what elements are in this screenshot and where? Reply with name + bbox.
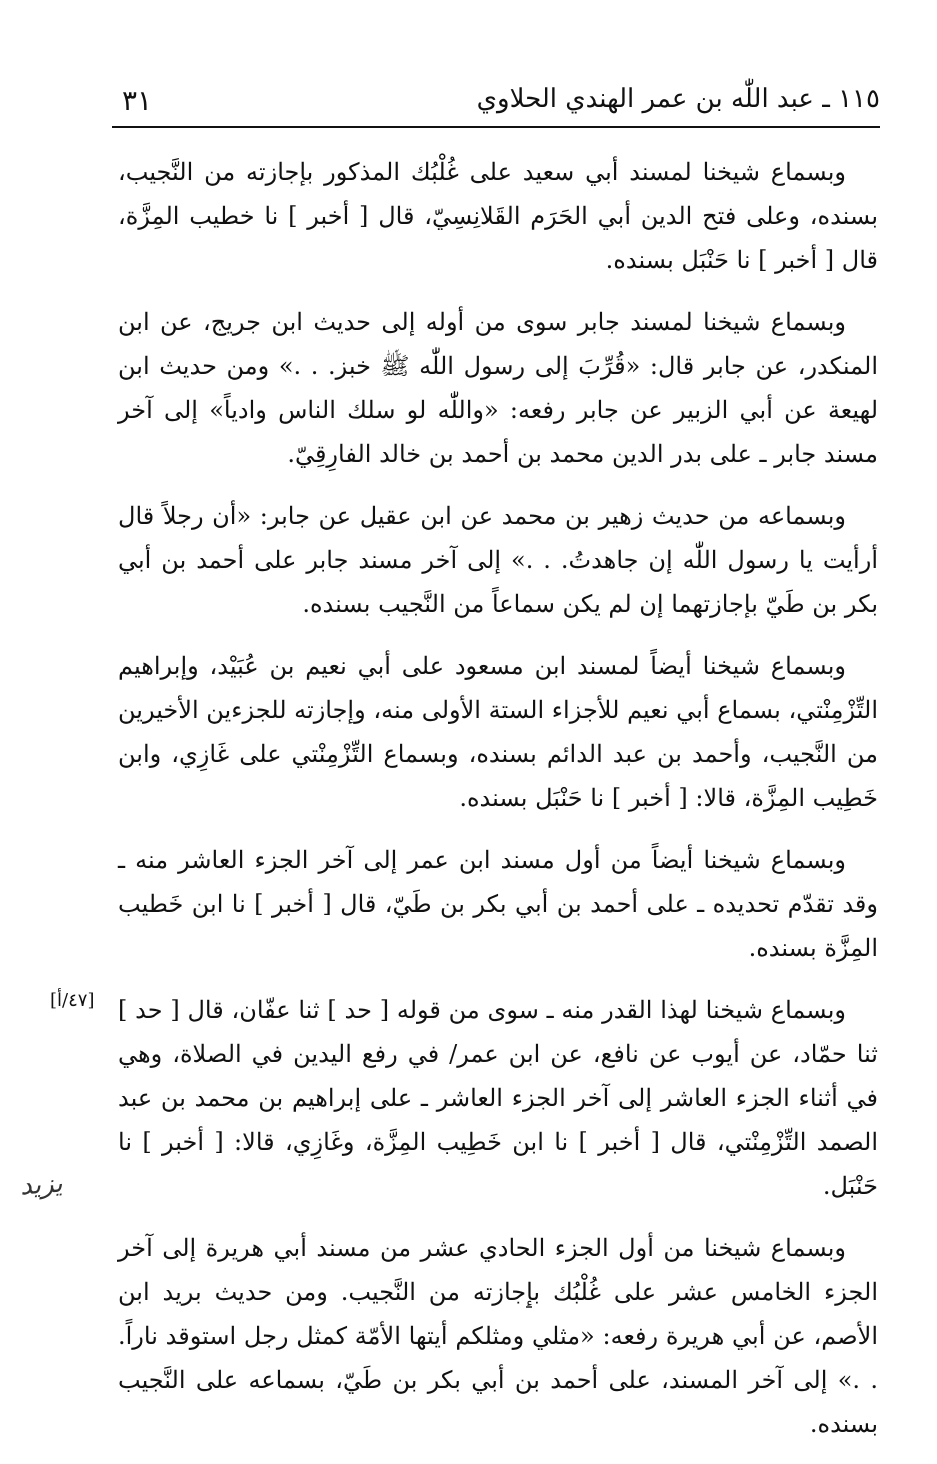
paragraph-2: وبسماع شيخنا لمسند جابر سوى من أوله إلى حديث ابن جريج، عن ابن المنكدر، عن جابر قال: «قُرِّبَ إلى رسول اللّٰه ﷺ خبز. . .» ومن حديث ابن لهيعة عن أبي الزبير عن جابر رفعه: «واللّٰه لو سلك الناس وادياً» إلى آخر مسند جابر ـ على بدر الدين محمد بن أحمد بن خالد الفارِقِيّ. (118, 308, 879, 468)
page-number: ٣١ (122, 84, 153, 117)
footer-mark (526, 1306, 532, 1308)
paragraph-4: وبسماع شيخنا أيضاً لمسند ابن مسعود على أبي نعيم بن عُبَيْد، وإبراهيم التِّزْمِنْتي، بسماع أبي نعيم للأجزاء الستة الأولى منه، وإجازته للجزءين الأخيرين من النَّجيب، وأحمد بن عبد الدائم بسنده، وبسماع التِّزْمِنْتي على غَازِي، وابن خَطِيب المِزَّة، قالا: [ أخبر ] نا حَنْبَل بسنده. (118, 652, 879, 812)
paragraph-6: وبسماع شيخنا لهذا القدر منه ـ سوى من قوله [ حد ] ثنا عفّان، قال [ حد ] ثنا حمّاد، عن أيوب عن نافع، عن ابن عمر/ في رفع اليدين في الصلاة، وهي في أثناء الجزء العاشر إلى آخر الجزء العاشر ـ على إبراهيم بن محمد بن عبد الصمد التِّزْمِنْتي، قال [ أخبر ] نا ابن خَطِيب المِزَّة، وغَازِي، قالا: [ أخبر ] نا حَنْبَل. (118, 996, 878, 1200)
paragraph-7: وبسماع شيخنا من أول الجزء الحادي عشر من مسند أبي هريرة إلى آخر الجزء الخامس عشر على غُلْبُك بإجازته من النَّجيب. ومن حديث بريد ابن الأصم، عن أبي هريرة رفعه: «مثلي ومثلكم أيتها الأمّة كمثل رجل استوقد ناراً. . .» إلى آخر المسند، على أحمد بن أبي بكر بن طَيّ، بسماعه على النَّجيب بسنده. (118, 1234, 879, 1438)
paragraph-3: وبسماعه من حديث زهير بن محمد عن ابن عقيل عن جابر: «أن رجلاً قال أرأيت يا رسول اللّٰه إن جاهدتُ. . .» إلى آخر مسند جابر على أحمد بن أبي بكر بن طَيّ بإجازتهما إن لم يكن سماعاً من النَّجيب بسنده. (118, 502, 878, 618)
handwritten-margin-note: يزيد (19, 1168, 64, 1202)
page-header (112, 82, 880, 128)
paragraph-1: وبسماع شيخنا لمسند أبي سعيد على غُلْبُك المذكور بإجازته من النَّجيب، بسنده، وعلى فتح الدين أبي الحَرَم القَلانِسِيّ، قال [ أخبر ] نا خطيب المِزَّة، قال [ أخبر ] نا حَنْبَل بسنده. (118, 158, 879, 274)
paragraph-5: وبسماع شيخنا أيضاً من أول مسند ابن عمر إلى آخر الجزء العاشر منه ـ وقد تقدّم تحديده ـ على أحمد بن أبي بكر بن طَيّ، قال [ أخبر ] نا ابن خَطيب المِزَّة بسنده. (118, 846, 878, 962)
body-text (118, 150, 878, 1464)
manuscript-folio-reference: [٤٧/أ] (50, 990, 95, 1011)
running-title: ١١٥ ـ عبد اللّٰه بن عمر الهندي الحلاوي (476, 84, 880, 114)
